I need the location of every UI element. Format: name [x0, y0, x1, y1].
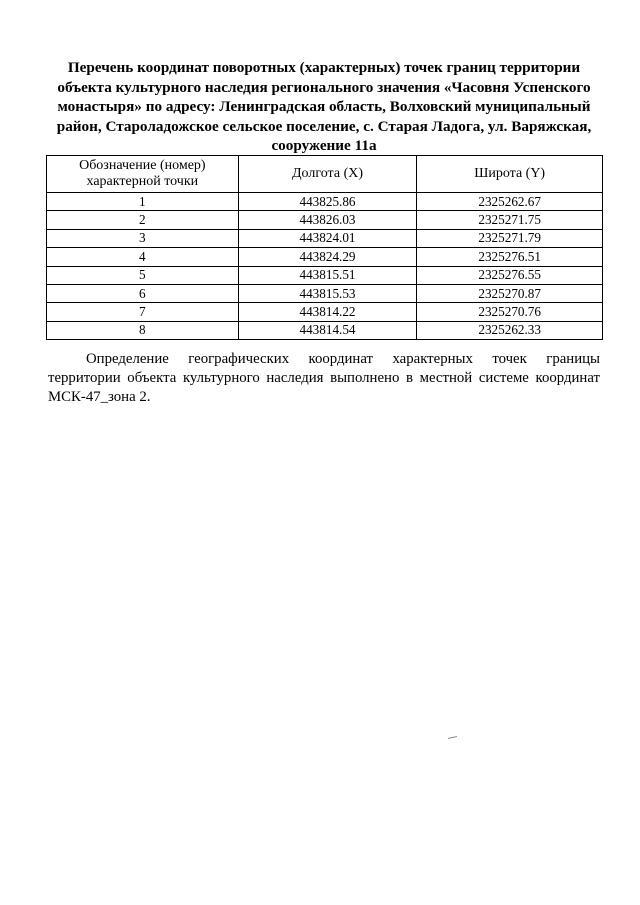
point-number-cell: 6 — [47, 284, 239, 302]
note-line: территории объекта культурного наследия выполнено в местной системе координат — [48, 370, 600, 386]
latitude-cell: 2325276.55 — [417, 266, 603, 284]
longitude-cell: 443824.29 — [238, 248, 417, 266]
title-line: объекта культурного наследия регионального значения «Часовня Успенского — [57, 78, 591, 96]
latitude-cell: 2325276.51 — [417, 248, 603, 266]
latitude-cell: 2325270.76 — [417, 303, 603, 321]
point-number-cell: 1 — [47, 193, 239, 211]
note-line: МСК-47_зона 2. — [48, 389, 151, 405]
latitude-cell: 2325271.79 — [417, 229, 603, 247]
longitude-cell: 443826.03 — [238, 211, 417, 229]
title-line: монастыря» по адресу: Ленинградская область, Волховский муниципальный — [57, 98, 591, 115]
table-row — [47, 229, 603, 247]
latitude-cell: 2325262.67 — [417, 193, 603, 211]
title-line: сооружение 11а — [271, 137, 377, 154]
latitude-cell: 2325270.87 — [417, 284, 603, 302]
header-longitude: Долгота (X) — [238, 156, 417, 193]
point-number-cell: 8 — [47, 321, 239, 339]
table-row — [47, 321, 603, 339]
header-latitude: Широта (Y) — [417, 156, 603, 193]
header-point-number: Обозначение (номер) характерной точки — [47, 156, 239, 193]
latitude-cell: 2325262.33 — [417, 321, 603, 339]
longitude-cell: 443815.53 — [238, 284, 417, 302]
note-line: Определение географических координат характерных точек границы — [86, 351, 600, 367]
title-line: Перечень координат поворотных (характерных) точек границ территории — [67, 59, 581, 76]
latitude-cell: 2325271.75 — [417, 211, 603, 229]
title-line: район, Староладожское сельское поселение, с. Старая Ладога, ул. Варяжская, — [56, 117, 592, 135]
coordinate-system-note — [48, 350, 600, 407]
table-header-row — [47, 156, 603, 193]
table-row — [47, 211, 603, 229]
point-number-cell: 3 — [47, 229, 239, 247]
point-number-cell: 7 — [47, 303, 239, 321]
coordinates-table — [46, 155, 603, 340]
longitude-cell: 443814.22 — [238, 303, 417, 321]
longitude-cell: 443824.01 — [238, 229, 417, 247]
table-row — [47, 248, 603, 266]
longitude-cell: 443825.86 — [238, 193, 417, 211]
point-number-cell: 5 — [47, 266, 239, 284]
longitude-cell: 443815.51 — [238, 266, 417, 284]
table-row — [47, 303, 603, 321]
point-number-cell: 2 — [47, 211, 239, 229]
table-row — [47, 193, 603, 211]
table-row — [47, 284, 603, 302]
point-number-cell: 4 — [47, 248, 239, 266]
document-title — [48, 58, 600, 156]
longitude-cell: 443814.54 — [238, 321, 417, 339]
scan-speck — [448, 736, 457, 739]
table-row — [47, 266, 603, 284]
